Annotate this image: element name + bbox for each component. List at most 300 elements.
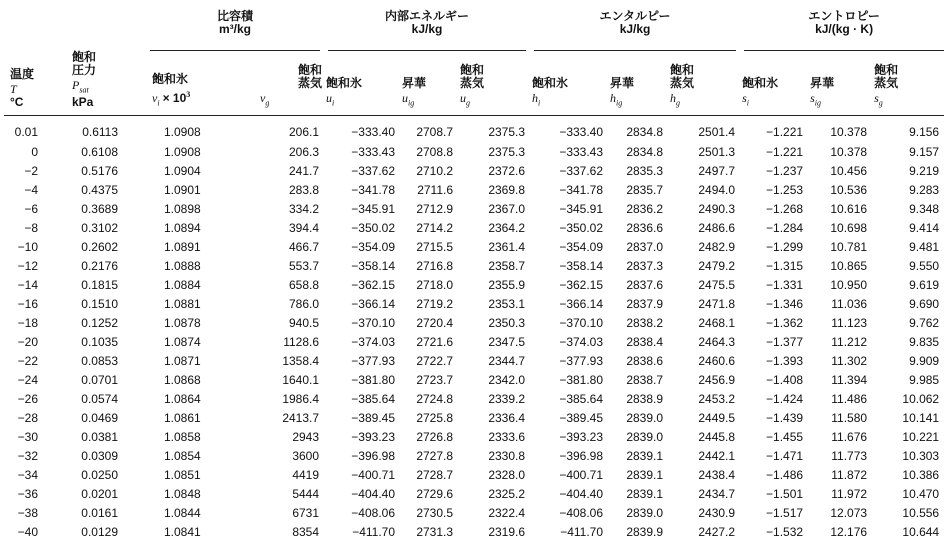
- table-cell: 10.303: [872, 446, 944, 465]
- table-cell: −16: [4, 294, 70, 313]
- group-internal-energy: 内部エネルギー kJ/kg: [324, 0, 530, 51]
- table-cell: 0: [4, 142, 70, 161]
- table-cell: −34: [4, 465, 70, 484]
- table-cell: 0.1510: [70, 294, 150, 313]
- table-cell: −28: [4, 408, 70, 427]
- table-cell: 2838.9: [608, 389, 668, 408]
- table-cell: 9.690: [872, 294, 944, 313]
- table-cell: 283.8: [232, 180, 324, 199]
- table-row: [4, 370, 944, 389]
- table-cell: 2456.9: [668, 370, 740, 389]
- table-cell: 9.348: [872, 199, 944, 218]
- table-row: [4, 389, 944, 408]
- table-cell: 0.0129: [70, 522, 150, 541]
- table-cell: 9.481: [872, 237, 944, 256]
- table-cell: −333.40: [530, 116, 608, 143]
- table-cell: 2835.3: [608, 161, 668, 180]
- table-cell: 1.0874: [150, 332, 232, 351]
- table-cell: −389.45: [324, 408, 400, 427]
- table-cell: 2837.9: [608, 294, 668, 313]
- table-cell: 2475.5: [668, 275, 740, 294]
- col-ug: 飽和 蒸気 $u_g$: [458, 51, 530, 116]
- table-cell: 0.0853: [70, 351, 150, 370]
- table-cell: 0.4375: [70, 180, 150, 199]
- table-cell: 0.5176: [70, 161, 150, 180]
- table-cell: 1.0851: [150, 465, 232, 484]
- table-cell: 1.0894: [150, 218, 232, 237]
- table-cell: 2834.8: [608, 142, 668, 161]
- table-cell: 11.212: [808, 332, 872, 351]
- table-cell: −381.80: [530, 370, 608, 389]
- table-cell: 2375.3: [458, 116, 530, 143]
- table-cell: 2835.7: [608, 180, 668, 199]
- table-cell: −26: [4, 389, 70, 408]
- table-cell: 2730.5: [400, 503, 458, 522]
- table-cell: 10.950: [808, 275, 872, 294]
- table-cell: 9.985: [872, 370, 944, 389]
- table-cell: 1.0888: [150, 256, 232, 275]
- table-cell: 2836.2: [608, 199, 668, 218]
- table-cell: 2442.1: [668, 446, 740, 465]
- table-cell: 10.865: [808, 256, 872, 275]
- table-row: [4, 199, 944, 218]
- table-cell: 1.0854: [150, 446, 232, 465]
- table-cell: 0.0309: [70, 446, 150, 465]
- table-cell: 940.5: [232, 313, 324, 332]
- table-cell: 658.8: [232, 275, 324, 294]
- table-cell: 1.0904: [150, 161, 232, 180]
- table-cell: 10.456: [808, 161, 872, 180]
- table-cell: 1.0871: [150, 351, 232, 370]
- table-cell: 2497.7: [668, 161, 740, 180]
- table-cell: 2413.7: [232, 408, 324, 427]
- table-cell: 2708.8: [400, 142, 458, 161]
- table-cell: 2449.5: [668, 408, 740, 427]
- table-cell: −1.237: [740, 161, 808, 180]
- table-cell: 9.414: [872, 218, 944, 237]
- table-cell: 2339.2: [458, 389, 530, 408]
- table-cell: 2336.4: [458, 408, 530, 427]
- table-cell: 8354: [232, 522, 324, 541]
- table-cell: 2453.2: [668, 389, 740, 408]
- table-cell: 2375.3: [458, 142, 530, 161]
- table-cell: −4: [4, 180, 70, 199]
- table-cell: −22: [4, 351, 70, 370]
- table-cell: 2728.7: [400, 465, 458, 484]
- table-row: [4, 408, 944, 427]
- table-cell: 2333.6: [458, 427, 530, 446]
- table-cell: 2468.1: [668, 313, 740, 332]
- table-cell: 1.0868: [150, 370, 232, 389]
- table-cell: 2501.3: [668, 142, 740, 161]
- table-cell: −385.64: [530, 389, 608, 408]
- table-cell: 1.0864: [150, 389, 232, 408]
- table-row: [4, 275, 944, 294]
- table-cell: −1.471: [740, 446, 808, 465]
- table-cell: 2718.0: [400, 275, 458, 294]
- table-cell: −333.43: [530, 142, 608, 161]
- table-cell: 11.872: [808, 465, 872, 484]
- table-cell: −32: [4, 446, 70, 465]
- table-cell: 10.378: [808, 142, 872, 161]
- table-cell: −393.23: [324, 427, 400, 446]
- table-cell: −1.517: [740, 503, 808, 522]
- table-cell: −381.80: [324, 370, 400, 389]
- table-cell: −12: [4, 256, 70, 275]
- table-cell: −1.315: [740, 256, 808, 275]
- table-cell: −337.62: [324, 161, 400, 180]
- table-cell: 0.3102: [70, 218, 150, 237]
- table-cell: 11.773: [808, 446, 872, 465]
- table-cell: −1.221: [740, 142, 808, 161]
- table-cell: 4419: [232, 465, 324, 484]
- table-cell: 9.219: [872, 161, 944, 180]
- table-row: [4, 522, 944, 541]
- table-cell: 12.073: [808, 503, 872, 522]
- group-header-row: [4, 0, 944, 51]
- table-cell: 10.616: [808, 199, 872, 218]
- table-cell: 1.0901: [150, 180, 232, 199]
- table-cell: −1.501: [740, 484, 808, 503]
- table-cell: 0.1252: [70, 313, 150, 332]
- table-cell: −350.02: [530, 218, 608, 237]
- table-cell: 1.0844: [150, 503, 232, 522]
- table-cell: 2322.4: [458, 503, 530, 522]
- table-row: [4, 294, 944, 313]
- table-cell: −337.62: [530, 161, 608, 180]
- table-cell: −1.268: [740, 199, 808, 218]
- table-cell: 0.6108: [70, 142, 150, 161]
- table-cell: 9.619: [872, 275, 944, 294]
- table-cell: 394.4: [232, 218, 324, 237]
- table-cell: 2494.0: [668, 180, 740, 199]
- table-cell: 2427.2: [668, 522, 740, 541]
- col-temp: 温度 T °C: [4, 51, 70, 116]
- table-cell: 2839.0: [608, 503, 668, 522]
- table-cell: −411.70: [530, 522, 608, 541]
- table-cell: 2460.6: [668, 351, 740, 370]
- table-cell: 2724.8: [400, 389, 458, 408]
- table-cell: −400.71: [530, 465, 608, 484]
- table-cell: 2372.6: [458, 161, 530, 180]
- table-cell: −396.98: [324, 446, 400, 465]
- table-cell: −393.23: [530, 427, 608, 446]
- col-sig: 昇華 $s_{ig}$: [808, 51, 872, 116]
- table-cell: −350.02: [324, 218, 400, 237]
- table-cell: 2325.2: [458, 484, 530, 503]
- table-cell: 2720.4: [400, 313, 458, 332]
- table-cell: 2328.0: [458, 465, 530, 484]
- table-cell: 334.2: [232, 199, 324, 218]
- table-cell: −1.221: [740, 116, 808, 143]
- table-cell: 0.1035: [70, 332, 150, 351]
- table-cell: 2838.7: [608, 370, 668, 389]
- table-cell: 1.0861: [150, 408, 232, 427]
- table-cell: −345.91: [530, 199, 608, 218]
- table-cell: 2471.8: [668, 294, 740, 313]
- table-cell: 10.556: [872, 503, 944, 522]
- group-specific-volume: 比容積 m³/kg: [150, 0, 324, 51]
- table-cell: 1.0898: [150, 199, 232, 218]
- table-cell: 2839.1: [608, 446, 668, 465]
- table-cell: 2839.9: [608, 522, 668, 541]
- table-cell: 2837.6: [608, 275, 668, 294]
- table-cell: 0.0250: [70, 465, 150, 484]
- table-cell: 2836.6: [608, 218, 668, 237]
- table-cell: 0.0161: [70, 503, 150, 522]
- table-cell: −14: [4, 275, 70, 294]
- group-entropy: エントロピー kJ/(kg · K): [740, 0, 944, 51]
- table-cell: 2344.7: [458, 351, 530, 370]
- saturated-ice-vapor-table: [4, 0, 944, 541]
- table-cell: −341.78: [324, 180, 400, 199]
- table-row: [4, 218, 944, 237]
- table-cell: −362.15: [324, 275, 400, 294]
- table-row: [4, 313, 944, 332]
- col-hig: 昇華 $h_{ig}$: [608, 51, 668, 116]
- table-cell: −411.70: [324, 522, 400, 541]
- table-cell: 10.698: [808, 218, 872, 237]
- table-cell: 0.3689: [70, 199, 150, 218]
- table-row: [4, 116, 944, 143]
- table-cell: 9.835: [872, 332, 944, 351]
- table-cell: 6731: [232, 503, 324, 522]
- table-cell: 2838.4: [608, 332, 668, 351]
- table-row: [4, 332, 944, 351]
- table-cell: 0.2602: [70, 237, 150, 256]
- table-cell: 2438.4: [668, 465, 740, 484]
- table-cell: 0.0701: [70, 370, 150, 389]
- table-cell: −1.346: [740, 294, 808, 313]
- table-cell: 1.0841: [150, 522, 232, 541]
- table-cell: −40: [4, 522, 70, 541]
- table-cell: −385.64: [324, 389, 400, 408]
- table-cell: 2330.8: [458, 446, 530, 465]
- table-cell: −404.40: [324, 484, 400, 503]
- table-cell: 0.2176: [70, 256, 150, 275]
- table-cell: 0.0469: [70, 408, 150, 427]
- table-cell: 9.909: [872, 351, 944, 370]
- table-cell: 1.0884: [150, 275, 232, 294]
- table-cell: 2719.2: [400, 294, 458, 313]
- table-cell: 2353.1: [458, 294, 530, 313]
- table-cell: 9.762: [872, 313, 944, 332]
- table-cell: −1.439: [740, 408, 808, 427]
- table-cell: 0.0201: [70, 484, 150, 503]
- table-cell: −333.43: [324, 142, 400, 161]
- table-cell: 1.0878: [150, 313, 232, 332]
- table-cell: 0.0381: [70, 427, 150, 446]
- table-cell: 2490.3: [668, 199, 740, 218]
- table-cell: −1.424: [740, 389, 808, 408]
- table-cell: 0.1815: [70, 275, 150, 294]
- table-cell: 10.378: [808, 116, 872, 143]
- table-cell: −6: [4, 199, 70, 218]
- col-pressure: 飽和 圧力 $P_{sat}$ kPa: [70, 51, 150, 116]
- table-row: [4, 142, 944, 161]
- table-cell: −404.40: [530, 484, 608, 503]
- table-cell: −374.03: [530, 332, 608, 351]
- table-cell: 2837.3: [608, 256, 668, 275]
- table-cell: −358.14: [324, 256, 400, 275]
- table-cell: −1.486: [740, 465, 808, 484]
- table-cell: 9.156: [872, 116, 944, 143]
- table-cell: −389.45: [530, 408, 608, 427]
- table-cell: −408.06: [324, 503, 400, 522]
- table-cell: −374.03: [324, 332, 400, 351]
- table-cell: −396.98: [530, 446, 608, 465]
- table-cell: 9.283: [872, 180, 944, 199]
- table-cell: 1128.6: [232, 332, 324, 351]
- table-cell: 2479.2: [668, 256, 740, 275]
- table-cell: −30: [4, 427, 70, 446]
- table-cell: −362.15: [530, 275, 608, 294]
- table-cell: 10.221: [872, 427, 944, 446]
- table-cell: 2486.6: [668, 218, 740, 237]
- col-uig: 昇華 $u_{ig}$: [400, 51, 458, 116]
- table-cell: 2715.5: [400, 237, 458, 256]
- table-cell: −20: [4, 332, 70, 351]
- table-cell: 9.157: [872, 142, 944, 161]
- table-cell: 11.302: [808, 351, 872, 370]
- column-header-row: [4, 51, 944, 116]
- table-cell: 0.6113: [70, 116, 150, 143]
- table-cell: −341.78: [530, 180, 608, 199]
- table-cell: 1.0908: [150, 142, 232, 161]
- table-cell: 2430.9: [668, 503, 740, 522]
- table-cell: −36: [4, 484, 70, 503]
- table-cell: 10.536: [808, 180, 872, 199]
- table-cell: 2729.6: [400, 484, 458, 503]
- table-cell: 2355.9: [458, 275, 530, 294]
- table-cell: −1.393: [740, 351, 808, 370]
- table-cell: −38: [4, 503, 70, 522]
- table-cell: 11.972: [808, 484, 872, 503]
- table-cell: 1640.1: [232, 370, 324, 389]
- table-cell: 2839.0: [608, 408, 668, 427]
- table-cell: 2711.6: [400, 180, 458, 199]
- col-ui: 飽和氷 $u_i$: [324, 51, 400, 116]
- table-cell: 9.550: [872, 256, 944, 275]
- table-cell: −354.09: [324, 237, 400, 256]
- table-cell: 2710.2: [400, 161, 458, 180]
- table-cell: 12.176: [808, 522, 872, 541]
- table-cell: 2839.1: [608, 465, 668, 484]
- table-cell: −1.331: [740, 275, 808, 294]
- table-cell: 2721.6: [400, 332, 458, 351]
- table-cell: −408.06: [530, 503, 608, 522]
- table-cell: 2714.2: [400, 218, 458, 237]
- col-si: 飽和氷 $s_i$: [740, 51, 808, 116]
- table-cell: 2837.0: [608, 237, 668, 256]
- table-cell: 2347.5: [458, 332, 530, 351]
- table-cell: −1.362: [740, 313, 808, 332]
- table-cell: 786.0: [232, 294, 324, 313]
- table-cell: 2367.0: [458, 199, 530, 218]
- table-row: [4, 237, 944, 256]
- table-row: [4, 503, 944, 522]
- table-cell: −333.40: [324, 116, 400, 143]
- table-cell: 1.0858: [150, 427, 232, 446]
- table-cell: 2712.9: [400, 199, 458, 218]
- table-row: [4, 465, 944, 484]
- table-cell: 10.141: [872, 408, 944, 427]
- group-enthalpy: エンタルピー kJ/kg: [530, 0, 740, 51]
- table-cell: 0.0574: [70, 389, 150, 408]
- table-cell: 2319.6: [458, 522, 530, 541]
- col-vg: 飽和 蒸気 $v_g$: [232, 51, 324, 116]
- table-cell: −1.408: [740, 370, 808, 389]
- table-cell: −345.91: [324, 199, 400, 218]
- table-cell: 2361.4: [458, 237, 530, 256]
- table-cell: 206.1: [232, 116, 324, 143]
- table-row: [4, 180, 944, 199]
- table-cell: 2716.8: [400, 256, 458, 275]
- table-cell: −2: [4, 161, 70, 180]
- table-cell: 553.7: [232, 256, 324, 275]
- table-cell: 10.062: [872, 389, 944, 408]
- table-cell: 241.7: [232, 161, 324, 180]
- table-cell: 2445.8: [668, 427, 740, 446]
- table-cell: 2838.2: [608, 313, 668, 332]
- table-cell: 11.486: [808, 389, 872, 408]
- table-row: [4, 256, 944, 275]
- table-cell: 3600: [232, 446, 324, 465]
- table-cell: 2838.6: [608, 351, 668, 370]
- table-cell: 2726.8: [400, 427, 458, 446]
- table-cell: 2369.8: [458, 180, 530, 199]
- table-row: [4, 161, 944, 180]
- table-row: [4, 446, 944, 465]
- table-body: [4, 116, 944, 541]
- table-cell: 2722.7: [400, 351, 458, 370]
- table-cell: −377.93: [324, 351, 400, 370]
- table-cell: 2725.8: [400, 408, 458, 427]
- table-cell: 466.7: [232, 237, 324, 256]
- table-cell: 11.036: [808, 294, 872, 313]
- table-cell: 1.0848: [150, 484, 232, 503]
- table-cell: −400.71: [324, 465, 400, 484]
- table-cell: 2723.7: [400, 370, 458, 389]
- table-cell: −18: [4, 313, 70, 332]
- table-cell: −366.14: [324, 294, 400, 313]
- table-cell: 206.3: [232, 142, 324, 161]
- table-cell: −10: [4, 237, 70, 256]
- table-cell: 2839.0: [608, 427, 668, 446]
- table-cell: 2501.4: [668, 116, 740, 143]
- table-cell: 10.470: [872, 484, 944, 503]
- table-cell: −354.09: [530, 237, 608, 256]
- table-cell: 5444: [232, 484, 324, 503]
- col-sg: 飽和 蒸気 $s_g$: [872, 51, 944, 116]
- table-cell: 0.01: [4, 116, 70, 143]
- table-cell: −366.14: [530, 294, 608, 313]
- table-cell: 1.0891: [150, 237, 232, 256]
- col-hi: 飽和氷 $h_i$: [530, 51, 608, 116]
- table-cell: 2434.7: [668, 484, 740, 503]
- table-cell: 10.386: [872, 465, 944, 484]
- table-cell: 2708.7: [400, 116, 458, 143]
- table-cell: 1358.4: [232, 351, 324, 370]
- table-cell: 11.580: [808, 408, 872, 427]
- table-cell: 2358.7: [458, 256, 530, 275]
- table-cell: 2364.2: [458, 218, 530, 237]
- col-vi: 飽和氷 $v_i \times 10^3$: [150, 51, 232, 116]
- table-cell: 2727.8: [400, 446, 458, 465]
- table-row: [4, 351, 944, 370]
- table-cell: 1.0881: [150, 294, 232, 313]
- table-cell: −8: [4, 218, 70, 237]
